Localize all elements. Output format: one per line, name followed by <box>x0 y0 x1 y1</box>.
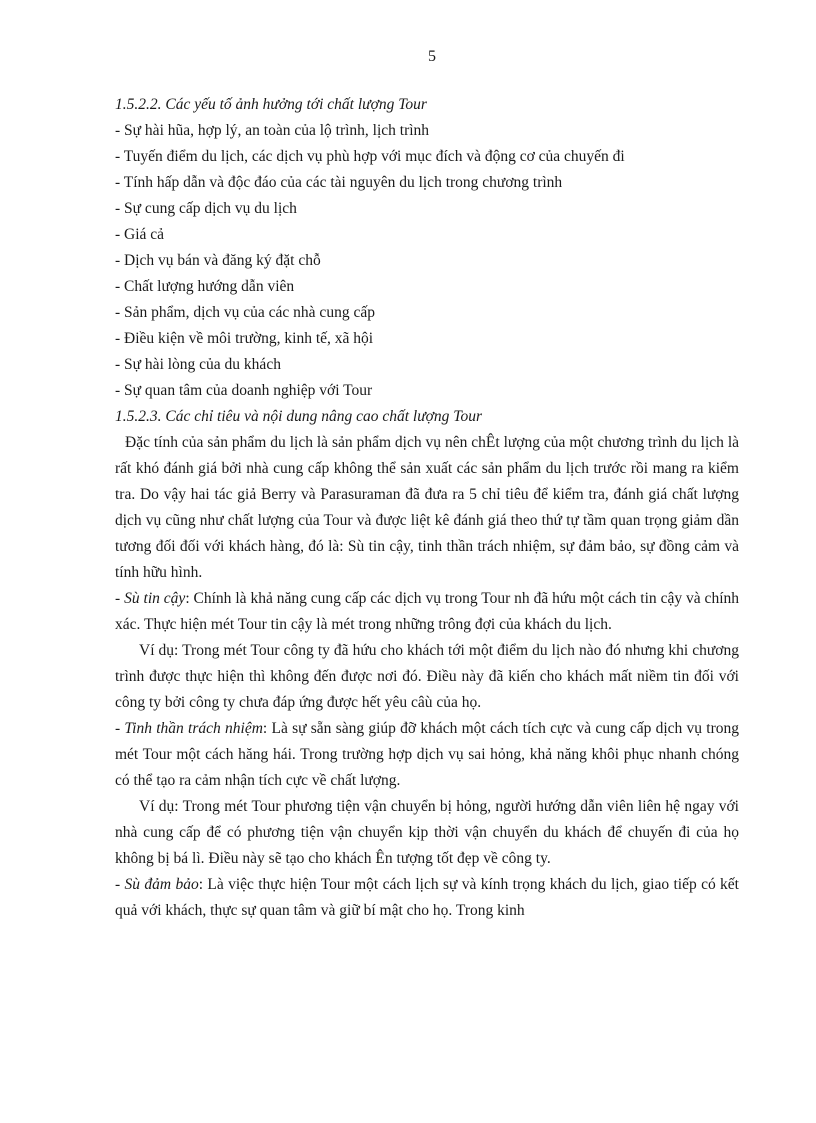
factor-list <box>115 118 739 404</box>
list-item: - Sự hài lòng của du khách <box>115 356 281 373</box>
bullet-dash: - <box>115 720 125 737</box>
responsibility-paragraph <box>115 716 739 794</box>
assurance-term: Sù đảm bảo <box>124 876 199 893</box>
responsibility-text: : Là sự sẵn sàng giúp đỡ khách một cách tích cực và cung cấp dịch vụ trong mét Tour một cách hăng hái. Trong trường hợp dịch vụ sai hỏng, khả năng khôi phục nhanh chóng có thể tạo ra cảm nhận tích cực về chất lượng. <box>115 720 739 789</box>
reliability-term: Sù tin cậy <box>124 590 186 607</box>
intro-paragraph: Đặc tính của sản phẩm du lịch là sản phẩm dịch vụ nên chÊt lượng của một chương trình du lịch là rất khó đánh giá bởi nhà cung cấp không thể sản xuất các sản phẩm du lịch trước rồi mang ra kiểm tra. Do vậy hai tác giả Berry và Parasuraman đã đưa ra 5 chỉ tiêu để kiểm tra, đánh giá chất lượng dịch vụ cũng như chất lượng của Tour và được liệt kê đánh giá theo thứ tự tầm quan trọng giảm dần tương đối đối với khách hàng, đó là: Sù tin cậy, tinh thần trách nhiệm, sự đảm bảo, sự đồng cảm và tính hữu hình. <box>115 434 739 581</box>
example-paragraph-2: Ví dụ: Trong mét Tour phương tiện vận chuyển bị hỏng, người hướng dẫn viên liên hệ ngay với nhà cung cấp để có phương tiện vận chuyển kịp thời vận chuyển du khách để chuyến đi của họ không bị bá lì. Điều này sẽ tạo cho khách Ên tượng tốt đẹp về công ty. <box>115 798 739 867</box>
list-item: - Sự hài hũa, hợp lý, an toàn của lộ trình, lịch trình <box>115 122 430 139</box>
list-item: - Tuyến điểm du lịch, các dịch vụ phù hợp với mục đích và động cơ của chuyến đi <box>115 148 625 165</box>
list-item: - Dịch vụ bán và đăng ký đặt chỗ <box>115 252 321 269</box>
section-heading-criteria: 1.5.2.3. Các chỉ tiêu và nội dung nâng cao chất lượng Tour <box>115 408 483 425</box>
list-item: - Điều kiện về môi trường, kinh tế, xã hội <box>115 330 374 347</box>
list-item: - Giá cả <box>115 226 165 243</box>
section-heading-factors: 1.5.2.2. Các yếu tố ảnh hưởng tới chất lượng Tour <box>115 96 427 113</box>
bullet-dash: - <box>115 876 125 893</box>
list-item: - Chất lượng hướng dẫn viên <box>115 278 295 295</box>
assurance-paragraph <box>115 872 739 924</box>
page-body <box>115 92 739 924</box>
example-paragraph-1: Ví dụ: Trong mét Tour công ty đã hứu cho khách tới một điểm du lịch nào đó nhưng khi chương trình được thực hiện thì không đến được nơi đó. Điều này đã kiến cho khách mất niềm tin đối với công ty bởi công ty chưa đáp ứng được hết yêu câù của họ. <box>115 642 739 711</box>
bullet-dash: - <box>115 590 125 607</box>
list-item: - Tính hấp dẫn và độc đáo của các tài nguyên du lịch trong chương trình <box>115 174 563 191</box>
list-item: - Sự quan tâm của doanh nghiệp với Tour <box>115 382 373 399</box>
list-item: - Sản phẩm, dịch vụ của các nhà cung cấp <box>115 304 375 321</box>
responsibility-term: Tinh thần trách nhiệm <box>124 720 263 737</box>
reliability-text: : Chính là khả năng cung cấp các dịch vụ trong Tour nh đã hứu một cách tin cậy và chính xác. Thực hiện mét Tour tin cậy là mét trong những trông đợi của khách du lịch. <box>115 590 739 633</box>
page-number: 5 <box>428 48 436 65</box>
reliability-paragraph <box>115 586 739 638</box>
list-item: - Sự cung cấp dịch vụ du lịch <box>115 200 297 217</box>
assurance-text: : Là việc thực hiện Tour một cách lịch sự và kính trọng khách du lịch, giao tiếp có kết quả với khách, thực sự quan tâm và giữ bí mật cho họ. Trong kinh <box>115 876 739 919</box>
